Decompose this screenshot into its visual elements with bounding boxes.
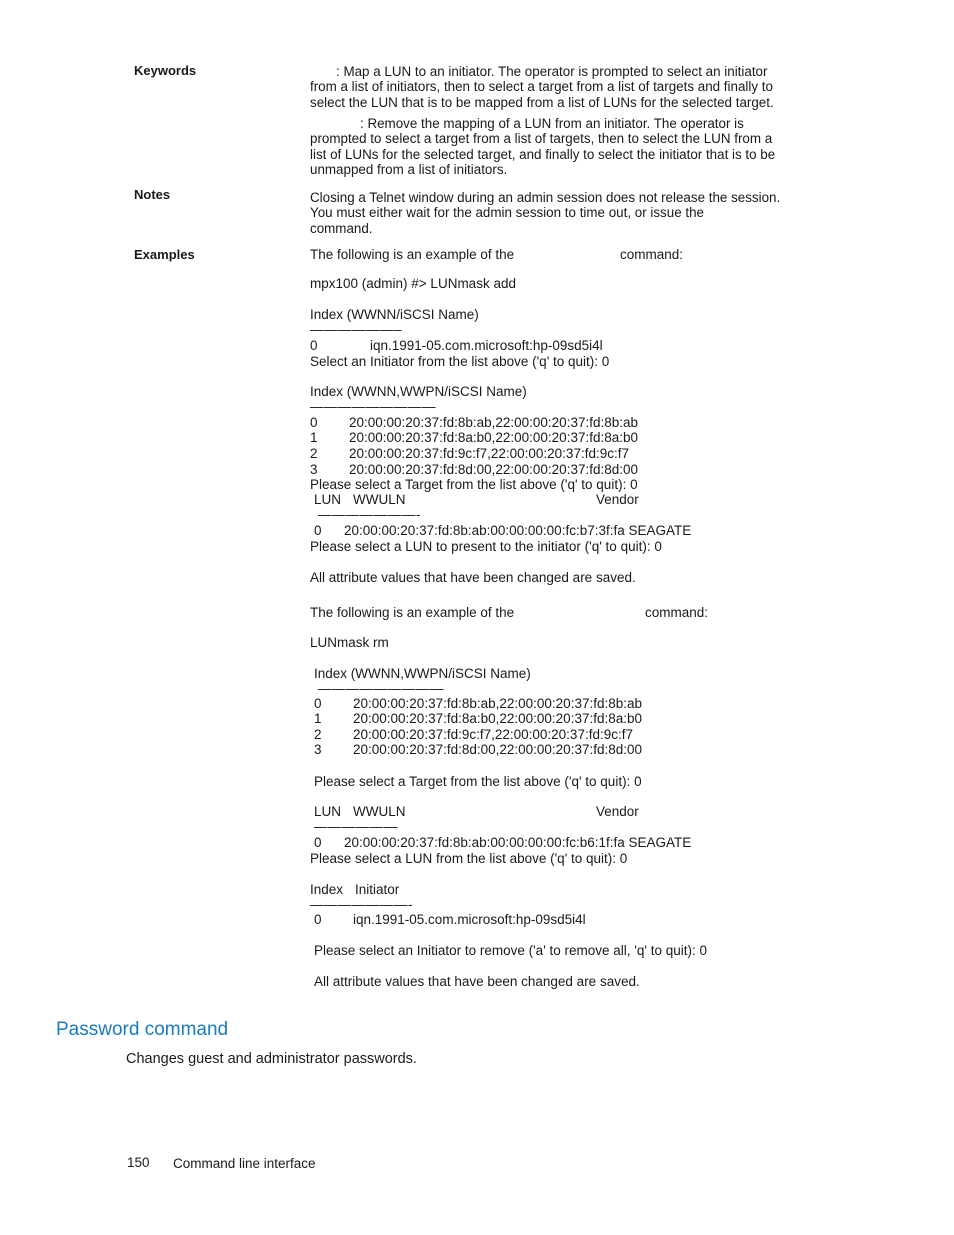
section-description: Changes guest and administrator passwords. xyxy=(126,1051,417,1067)
table-row-name: 20:00:00:20:37:fd:9c:f7,22:00:00:20:37:fd:9c:f7 xyxy=(353,727,633,742)
section-title: Password command xyxy=(56,1019,229,1040)
example2-init-prompt: Please select an Initiator to remove ('a' to remove all, 'q' to quit): 0 xyxy=(314,943,707,958)
table-row-name: 20:00:00:20:37:fd:8b:ab,22:00:00:20:37:fd:8b:ab xyxy=(349,415,639,430)
example1-vendor-col: Vendor xyxy=(596,492,639,507)
table-row-index: 2 xyxy=(314,727,322,742)
example2-intro-suffix: command: xyxy=(645,605,709,620)
example1-lun-prompt: Please select a LUN to present to the initiator ('q' to quit): 0 xyxy=(310,539,662,554)
example2-lun-name: 20:00:00:20:37:fd:8b:ab:00:00:00:00:fc:b6:1f:fa SEAGATE xyxy=(344,835,692,850)
example2-wwuln-col: WWULN xyxy=(353,804,406,819)
example2-init-header-name: Initiator xyxy=(355,882,400,897)
notes-label: Notes xyxy=(134,187,171,202)
table-row-index: 0 xyxy=(314,696,322,711)
table-row-index: 3 xyxy=(310,462,318,477)
example2-init-dashes: ———————- xyxy=(310,897,413,912)
example1-init-dashes: ——————– xyxy=(310,322,403,337)
example1-wwuln-col: WWULN xyxy=(353,492,406,507)
table-row-index: 3 xyxy=(314,742,322,757)
example1-init-prompt: Select an Initiator from the list above ('q' to quit): 0 xyxy=(310,354,610,369)
example2-init-name: iqn.1991-05.com.microsoft:hp-09sd5i4l xyxy=(353,912,586,927)
example2-prompt: LUNmask rm xyxy=(310,635,389,650)
example1-init-index: 0 xyxy=(310,338,318,353)
example1-intro-suffix: command: xyxy=(620,247,684,262)
example2-lun-col: LUN xyxy=(314,804,342,819)
example2-lun-dashes: —————— xyxy=(314,819,398,834)
example1-target-prompt: Please select a Target from the list above ('q' to quit): 0 xyxy=(310,477,638,492)
example2-target-prompt: Please select a Target from the list above ('q' to quit): 0 xyxy=(314,774,642,789)
example1-prompt: mpx100 (admin) #> LUNmask add xyxy=(310,276,516,291)
example1-lun-col: LUN xyxy=(314,492,342,507)
example2-target-dashes: ————————— xyxy=(318,681,444,696)
example2-init-index: 0 xyxy=(314,912,322,927)
table-row-index: 0 xyxy=(310,415,318,430)
table-row-name: 20:00:00:20:37:fd:8d:00,22:00:00:20:37:fd:8d:00 xyxy=(349,462,639,477)
keyword-add-description: : Map a LUN to an initiator. The operator is prompted to select an initiator from a list of initiators, then to select a target from a list of targets and finally to select the LUN that is to be mapped from a list of LUNs for the selected target. xyxy=(310,64,774,110)
example2-lun-prompt: Please select a LUN from the list above ('q' to quit): 0 xyxy=(310,851,628,866)
example2-init-header-index: Index xyxy=(310,882,344,897)
example1-saved: All attribute values that have been changed are saved. xyxy=(310,570,636,585)
notes-text: Closing a Telnet window during an admin session does not release the session. You must either wait for the admin session to time out, or issue the command. xyxy=(310,190,781,236)
example2-vendor-col: Vendor xyxy=(596,804,639,819)
examples-label: Examples xyxy=(134,247,195,262)
keywords-label: Keywords xyxy=(134,63,197,78)
table-row-index: 1 xyxy=(314,711,322,726)
example1-intro-prefix: The following is an example of the xyxy=(310,247,515,262)
example2-lun-index: 0 xyxy=(314,835,322,850)
table-row-index: 2 xyxy=(310,446,318,461)
example2-saved: All attribute values that have been changed are saved. xyxy=(314,974,640,989)
keyword-rm-description: : Remove the mapping of a LUN from an initiator. The operator is prompted to select a target from a list of targets, then to select the LUN from a list of LUNs for the selected target, and finally to select the initiator that is to be unmapped from a list of initiators. xyxy=(310,116,776,178)
footer-chapter: Command line interface xyxy=(173,1156,316,1171)
table-row-name: 20:00:00:20:37:fd:8b:ab,22:00:00:20:37:fd:8b:ab xyxy=(353,696,643,711)
example2-intro-prefix: The following is an example of the xyxy=(310,605,515,620)
example2-target-header: Index (WWNN,WWPN/iSCSI Name) xyxy=(314,666,531,681)
example1-lun-name: 20:00:00:20:37:fd:8b:ab:00:00:00:00:fc:b7:3f:fa SEAGATE xyxy=(344,523,692,538)
table-row-index: 1 xyxy=(310,430,318,445)
table-row-name: 20:00:00:20:37:fd:8d:00,22:00:00:20:37:fd:8d:00 xyxy=(353,742,643,757)
example1-target-dashes: ————————— xyxy=(310,399,436,414)
example1-init-name: iqn.1991-05.com.microsoft:hp-09sd5i4l xyxy=(370,338,603,353)
example1-target-header: Index (WWNN,WWPN/iSCSI Name) xyxy=(310,384,527,399)
table-row-name: 20:00:00:20:37:fd:9c:f7,22:00:00:20:37:fd:9c:f7 xyxy=(349,446,629,461)
example1-lun-dashes: ———————- xyxy=(318,507,421,522)
example1-init-header: Index (WWNN/iSCSI Name) xyxy=(310,307,479,322)
page-number: 150 xyxy=(127,1155,150,1170)
table-row-name: 20:00:00:20:37:fd:8a:b0,22:00:00:20:37:fd:8a:b0 xyxy=(349,430,639,445)
table-row-name: 20:00:00:20:37:fd:8a:b0,22:00:00:20:37:fd:8a:b0 xyxy=(353,711,643,726)
example1-lun-index: 0 xyxy=(314,523,322,538)
